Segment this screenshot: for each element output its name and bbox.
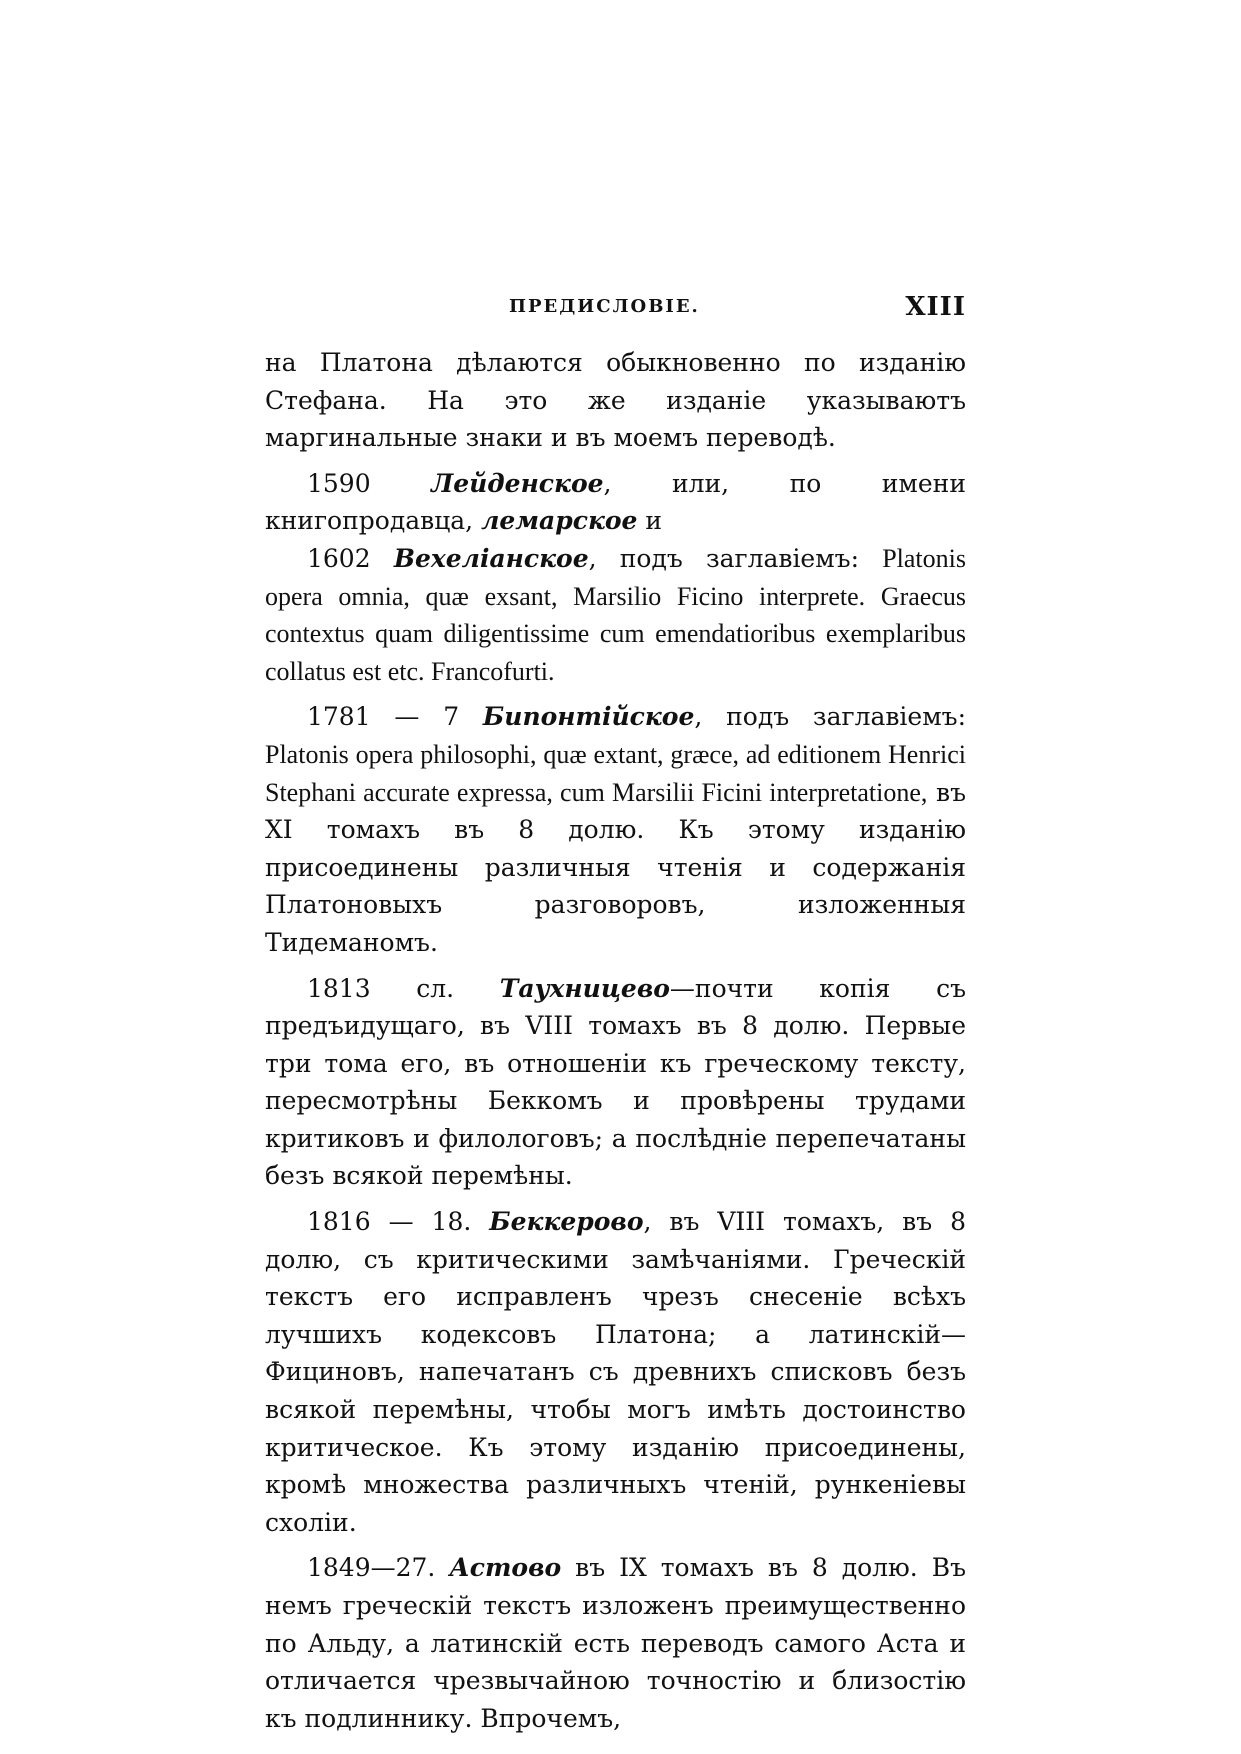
edition-title: Бипонтійское bbox=[482, 702, 695, 732]
paragraph-text: въ IX томахъ въ 8 долю. Въ немъ греческій текстъ изложенъ преимущественно по Альду, а латинскій есть переводъ самого Аста и отличается чрезвычайною точностію и близостію къ подлиннику. Впрочемъ, bbox=[265, 1553, 966, 1733]
paragraph-text: , или, по имени книгопродавца, bbox=[265, 468, 966, 536]
paragraph-1 bbox=[265, 344, 966, 457]
paragraph-text: и bbox=[637, 506, 663, 536]
edition-year: 1813 сл. bbox=[307, 973, 455, 1003]
running-title: ПРЕДИСЛОВІЕ. bbox=[509, 296, 700, 317]
edition-title: Беккерово bbox=[489, 1207, 644, 1237]
edition-year: 1602 bbox=[307, 543, 371, 573]
paragraph-text: въ XI томахъ въ 8 долю. Къ этому изданію присоединены различныя чтенія и содержанія Платоновыхъ разговоровъ, изложенныя Тидеманомъ. bbox=[265, 777, 966, 957]
paragraph-bipont bbox=[265, 698, 966, 961]
edition-year: 1590 bbox=[307, 468, 371, 498]
latin-title: Platonis opera omnia, quæ exsant, Marsilio Ficino interprete. Graecus contextus quam diligentissime cum emendatioribus exemplaribus collatus est etc. Francofurti. bbox=[265, 543, 966, 686]
paragraph-leiden bbox=[265, 465, 966, 540]
edition-title: Вехеліанское bbox=[393, 543, 589, 573]
page-number: XIII bbox=[905, 292, 966, 322]
edition-year: 1781 — 7 bbox=[307, 702, 460, 732]
paragraph-text: , въ VIII томахъ, въ 8 долю, съ критическими замѣчаніями. Греческій текстъ его исправленъ чрезъ снесеніе всѣхъ лучшихъ кодексовъ Платона; а латинскій—Фициновъ, напечатанъ съ древнихъ списковъ безъ всякой перемѣны, чтобы могъ имѣть достоинство критическое. Къ этому изданію присоединены, кромѣ множества различныхъ чтеній, рункеніевы схоліи. bbox=[265, 1207, 966, 1537]
edition-year: 1816 — 18. bbox=[307, 1207, 472, 1237]
edition-year: 1849—27. bbox=[307, 1553, 436, 1583]
paragraph-text: —почти копія съ предъидущаго, въ VIII томахъ въ 8 долю. Первые три тома его, въ отношеніи къ греческому тексту, пересмотрѣны Беккомъ и провѣрены трудами критиковъ и филологовъ; а послѣдніе перепечатаны безъ всякой перемѣны. bbox=[265, 973, 966, 1191]
latin-title: Platonis opera philosophi, quæ extant, græce, ad editionem Henrici Stephani accurate expressa, cum Marsilii Ficini interpretatione, bbox=[265, 739, 966, 807]
paragraph-text: , подъ заглавіемъ: bbox=[588, 543, 883, 573]
paragraph-tauchnitz bbox=[265, 970, 966, 1196]
paragraph-ast bbox=[265, 1549, 966, 1737]
edition-title-alt: лемарское bbox=[481, 506, 638, 536]
edition-title: Лейденское bbox=[431, 468, 604, 498]
paragraph-bekker bbox=[265, 1203, 966, 1541]
paragraph-text: на Платона дѣлаются обыкновенно по изданію Стефана. На это же изданіе указываютъ маргинальные знаки и въ моемъ переводѣ. bbox=[265, 348, 966, 453]
edition-title: Астово bbox=[449, 1553, 562, 1583]
body-text bbox=[265, 344, 966, 1745]
paragraph-text: , подъ заглавіемъ: bbox=[694, 702, 966, 732]
running-head bbox=[265, 292, 966, 324]
edition-title: Таухницево bbox=[499, 973, 670, 1003]
paragraph-wechel bbox=[265, 540, 966, 690]
